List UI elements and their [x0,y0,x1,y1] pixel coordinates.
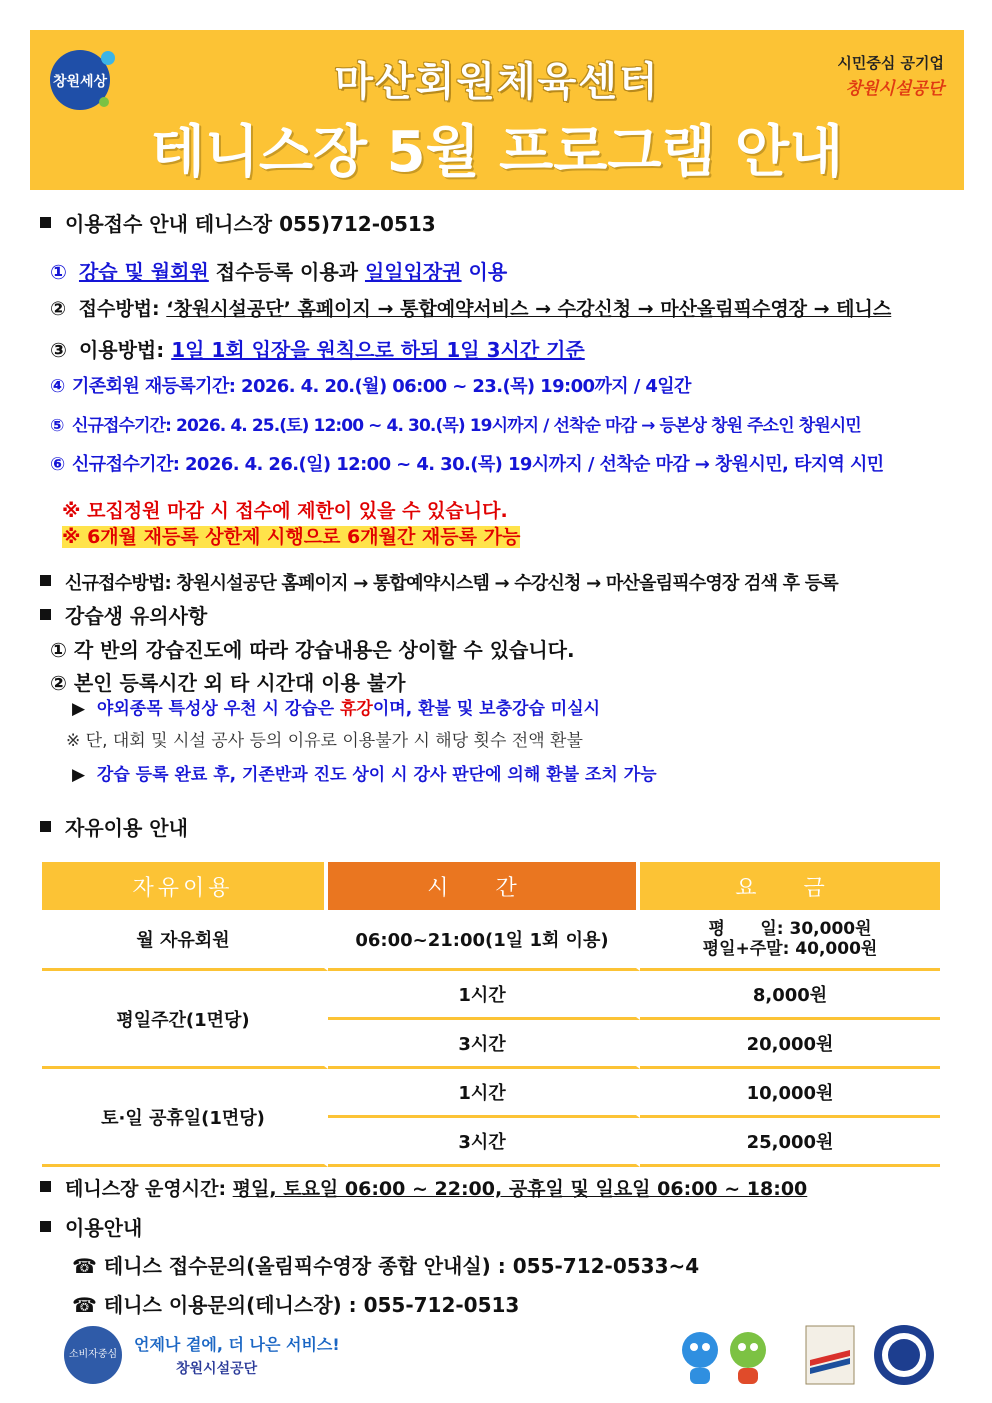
fee-cell: 10,000원 [640,1069,940,1118]
center-name: 마산회원체육센터 [334,59,660,105]
arrow-right-icon: ▶ [72,765,86,785]
bullet-square-icon [40,1221,51,1232]
corp-name: 창원시설공단 [845,79,944,99]
time-cell: 1시간 [328,1069,640,1118]
fee-cell: 25,000원 [640,1118,940,1167]
table-row [42,1069,940,1118]
operating-hours: 테니스장 운영시간: 평일, 토요일 06:00 ~ 22:00, 공휴일 및 일요일 06:00 ~ 18:00 [40,1174,807,1201]
col-header-time: 시 간 [328,862,640,910]
phone-icon: ☎ [72,1293,97,1317]
notice-reregister: ※ 6개월 재등록 상한제 시행으로 6개월간 재등록 가능 [62,526,521,548]
fee-cell: 20,000원 [640,1020,940,1069]
fee-cell: 평 일: 30,000원 평일+주말: 40,000원 [640,910,940,971]
caution-item-2: ② 본인 등록시간 외 타 시간대 이용 불가 [50,671,406,695]
header-banner [30,30,964,190]
table-row [42,910,940,971]
col-header-fee: 요 금 [640,862,940,910]
human-rights-seal-icon [874,1325,934,1385]
reception-item-1: ① 강습 및 월회원 접수등록 이용과 일일입장권 이용 [50,260,508,284]
certification-mark-icon [806,1326,854,1384]
type-cell: 평일주간(1면당) [42,971,328,1069]
reception-item-4: ④ 기존회원 재등록기간: 2026. 4. 20.(월) 06:00 ~ 23.(목) 19:00까지 / 4일간 [50,376,691,397]
arrow-right-icon: ▶ [72,699,86,719]
logo-text: 창원세상 [52,74,108,90]
mascot-green-icon [730,1332,766,1384]
mascot-blue-icon [682,1332,718,1384]
caution-bullet-rain: ▶ 야외종목 특성상 우천 시 강습은 휴강이며, 환불 및 보충강습 미실시 [72,699,601,719]
footer-slogan: 언제나 곁에, 더 나은 서비스! [134,1335,340,1354]
reception-item-2: ② 접수방법: ‘창원시설공단’ 홈페이지 → 통합예약서비스 → 수강신청 → 마산올림픽수영장 → 테니스 [50,298,892,320]
bullet-square-icon [40,217,51,228]
caution-bullet-level: ▶ 강습 등록 완료 후, 기존반과 진도 상이 시 강사 판단에 의해 환불 조치 가능 [72,765,657,785]
phone-reception: ☎ 테니스 접수문의(올림픽수영장 종합 안내실) : 055-712-0533~4 [72,1254,700,1278]
info-heading: 이용안내 [40,1212,142,1241]
ccm-badge-icon: 소비자중심 [64,1326,122,1384]
fee-cell: 8,000원 [640,971,940,1020]
phone-inquiry: ☎ 테니스 이용문의(테니스장) : 055-712-0513 [72,1293,520,1317]
bullet-square-icon [40,821,51,832]
footer-brand [64,1326,340,1386]
time-cell: 3시간 [328,1118,640,1167]
reception-item-5: ⑤ 신규접수기간: 2026. 4. 25.(토) 12:00 ~ 4. 30.(목) 19시까지 / 선착순 마감 → 등본상 창원 주소인 창원시민 [50,416,861,436]
type-cell: 토·일 공휴일(1면당) [42,1069,328,1167]
fee-table [42,862,940,1167]
reception-item-3: ③ 이용방법: 1일 1회 입장을 원칙으로 하되 1일 3시간 기준 [50,338,585,362]
caution-refund-note: ※ 단, 대회 및 시설 공사 등의 이유로 이용불가 시 해당 횟수 전액 환불 [66,731,583,751]
bullet-square-icon [40,609,51,620]
bullet-square-icon [40,1181,51,1192]
reception-heading: 이용접수 안내 테니스장 055)712-0513 [40,208,436,237]
fee-table-header [42,862,940,910]
col-header-type: 자유이용 [42,862,328,910]
reception-item-6: ⑥ 신규접수기간: 2026. 4. 26.(일) 12:00 ~ 4. 30.(목) 19시까지 / 선착순 마감 → 창원시민, 타지역 시민 [50,454,884,475]
phone-icon: ☎ [72,1254,97,1278]
bullet-square-icon [40,575,51,586]
type-cell: 월 자유회원 [42,910,328,971]
free-use-heading: 자유이용 안내 [40,812,188,841]
table-row [42,971,940,1020]
footer-org: 창원시설공단 [176,1361,258,1377]
corp-tagline: 시민중심 공기업 [837,54,944,72]
time-cell: 1시간 [328,971,640,1020]
caution-heading: 강습생 유의사항 [40,600,207,629]
notice-capacity: ※ 모집정원 마감 시 접수에 제한이 있을 수 있습니다. [62,500,508,522]
page-title: 테니스장 5월 프로그램 안내 [150,120,844,185]
footer-logos [676,1320,948,1390]
time-cell: 06:00~21:00(1일 1회 이용) [328,910,640,971]
time-cell: 3시간 [328,1020,640,1069]
signup-method: 신규접수방법: 창원시설공단 홈페이지 → 통합예약시스템 → 수강신청 → 마산올림픽수영장 검색 후 등록 [40,569,838,595]
caution-item-1: ① 각 반의 강습진도에 따라 강습내용은 상이할 수 있습니다. [50,638,575,662]
